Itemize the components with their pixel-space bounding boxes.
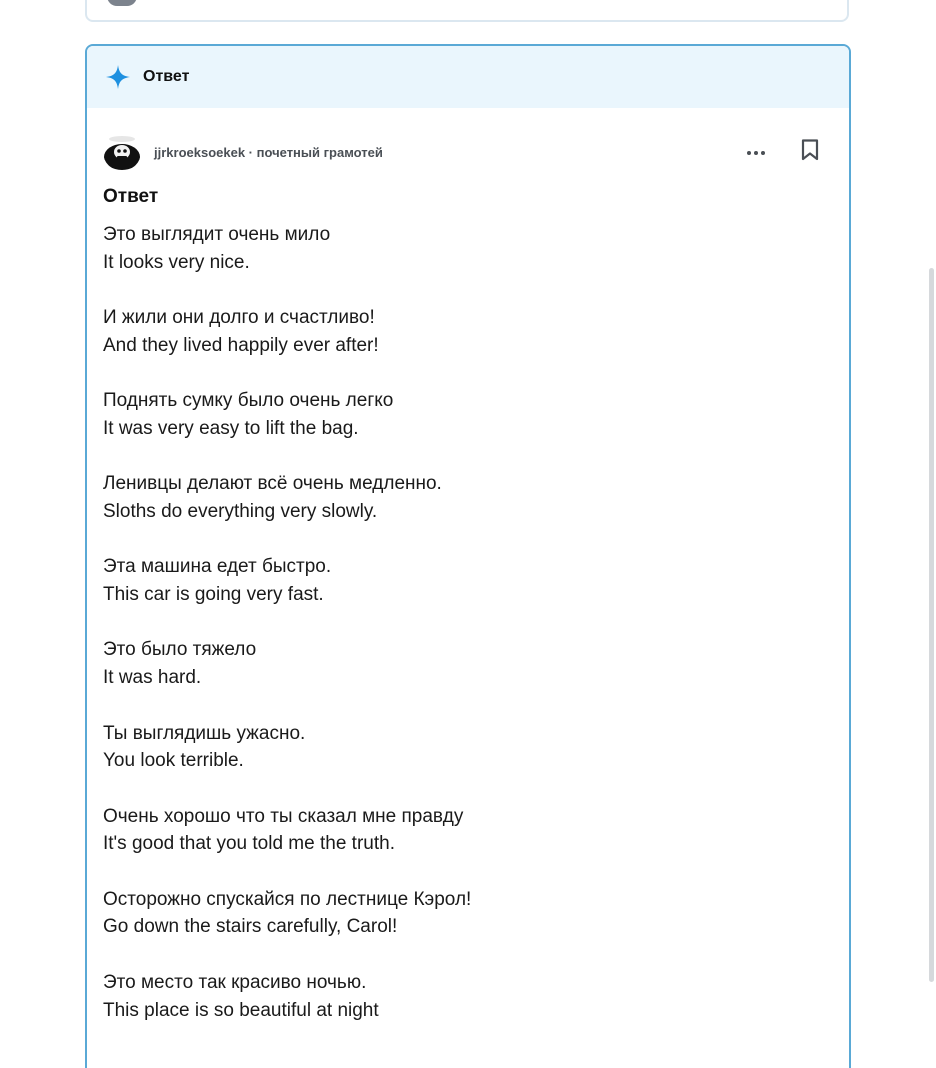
- more-options-button[interactable]: [741, 140, 771, 164]
- translation-pair: [103, 969, 849, 1024]
- russian-sentence: Эта машина едет быстро.: [103, 556, 332, 578]
- translation-pair: [103, 553, 849, 608]
- translation-pair: [103, 803, 849, 858]
- translation-pair: [103, 304, 849, 359]
- english-translation: Go down the stairs carefully, Carol!: [103, 916, 398, 938]
- translation-pair: [103, 387, 849, 442]
- english-translation: It was very easy to lift the bag.: [103, 417, 359, 439]
- english-translation: Sloths do everything very slowly.: [103, 500, 378, 522]
- scrollbar-thumb[interactable]: [929, 268, 934, 982]
- russian-sentence: Ты выглядишь ужасно.: [103, 722, 306, 744]
- english-translation: It was hard.: [103, 667, 202, 689]
- translation-pair: [103, 720, 849, 775]
- answer-card-header: [87, 46, 849, 108]
- answer-card: [85, 44, 851, 1068]
- english-translation: This car is going very fast.: [103, 584, 324, 606]
- author-row: [87, 122, 849, 182]
- russian-sentence: Осторожно спускайся по лестнице Кэрол!: [103, 888, 472, 910]
- english-translation: This place is so beautiful at night: [103, 999, 379, 1021]
- answer-heading: Ответ: [103, 186, 159, 207]
- bookmark-button[interactable]: [799, 138, 821, 166]
- translation-pair: [103, 470, 849, 525]
- translation-pair: [103, 221, 849, 276]
- header-title: Ответ: [143, 68, 190, 85]
- english-translation: And they lived happily ever after!: [103, 334, 379, 356]
- answer-body: [103, 221, 849, 1024]
- russian-sentence: Это было тяжело: [103, 639, 257, 661]
- russian-sentence: Очень хорошо что ты сказал мне правду: [103, 805, 464, 827]
- translation-pair: [103, 886, 849, 941]
- russian-sentence: Поднять сумку было очень легко: [103, 390, 394, 412]
- russian-sentence: Это выглядит очень мило: [103, 224, 331, 245]
- translation-pair: [103, 636, 849, 691]
- sparkle-icon: [105, 64, 131, 90]
- bookmark-icon: [801, 139, 819, 166]
- russian-sentence: И жили они долго и счастливо!: [103, 307, 375, 329]
- avatar[interactable]: [103, 133, 141, 171]
- english-translation: It looks very nice.: [103, 251, 250, 273]
- russian-sentence: Это место так красиво ночью.: [103, 971, 367, 993]
- english-translation: It's good that you told me the truth.: [103, 833, 395, 855]
- more-options-icon: [746, 143, 766, 161]
- english-translation: You look terrible.: [103, 750, 244, 772]
- previous-card-avatar: [107, 0, 137, 6]
- previous-card: [85, 0, 849, 22]
- russian-sentence: Ленивцы делают всё очень медленно.: [103, 473, 442, 495]
- author-name[interactable]: jjrkroeksoekek · почетный грамотей: [154, 144, 383, 160]
